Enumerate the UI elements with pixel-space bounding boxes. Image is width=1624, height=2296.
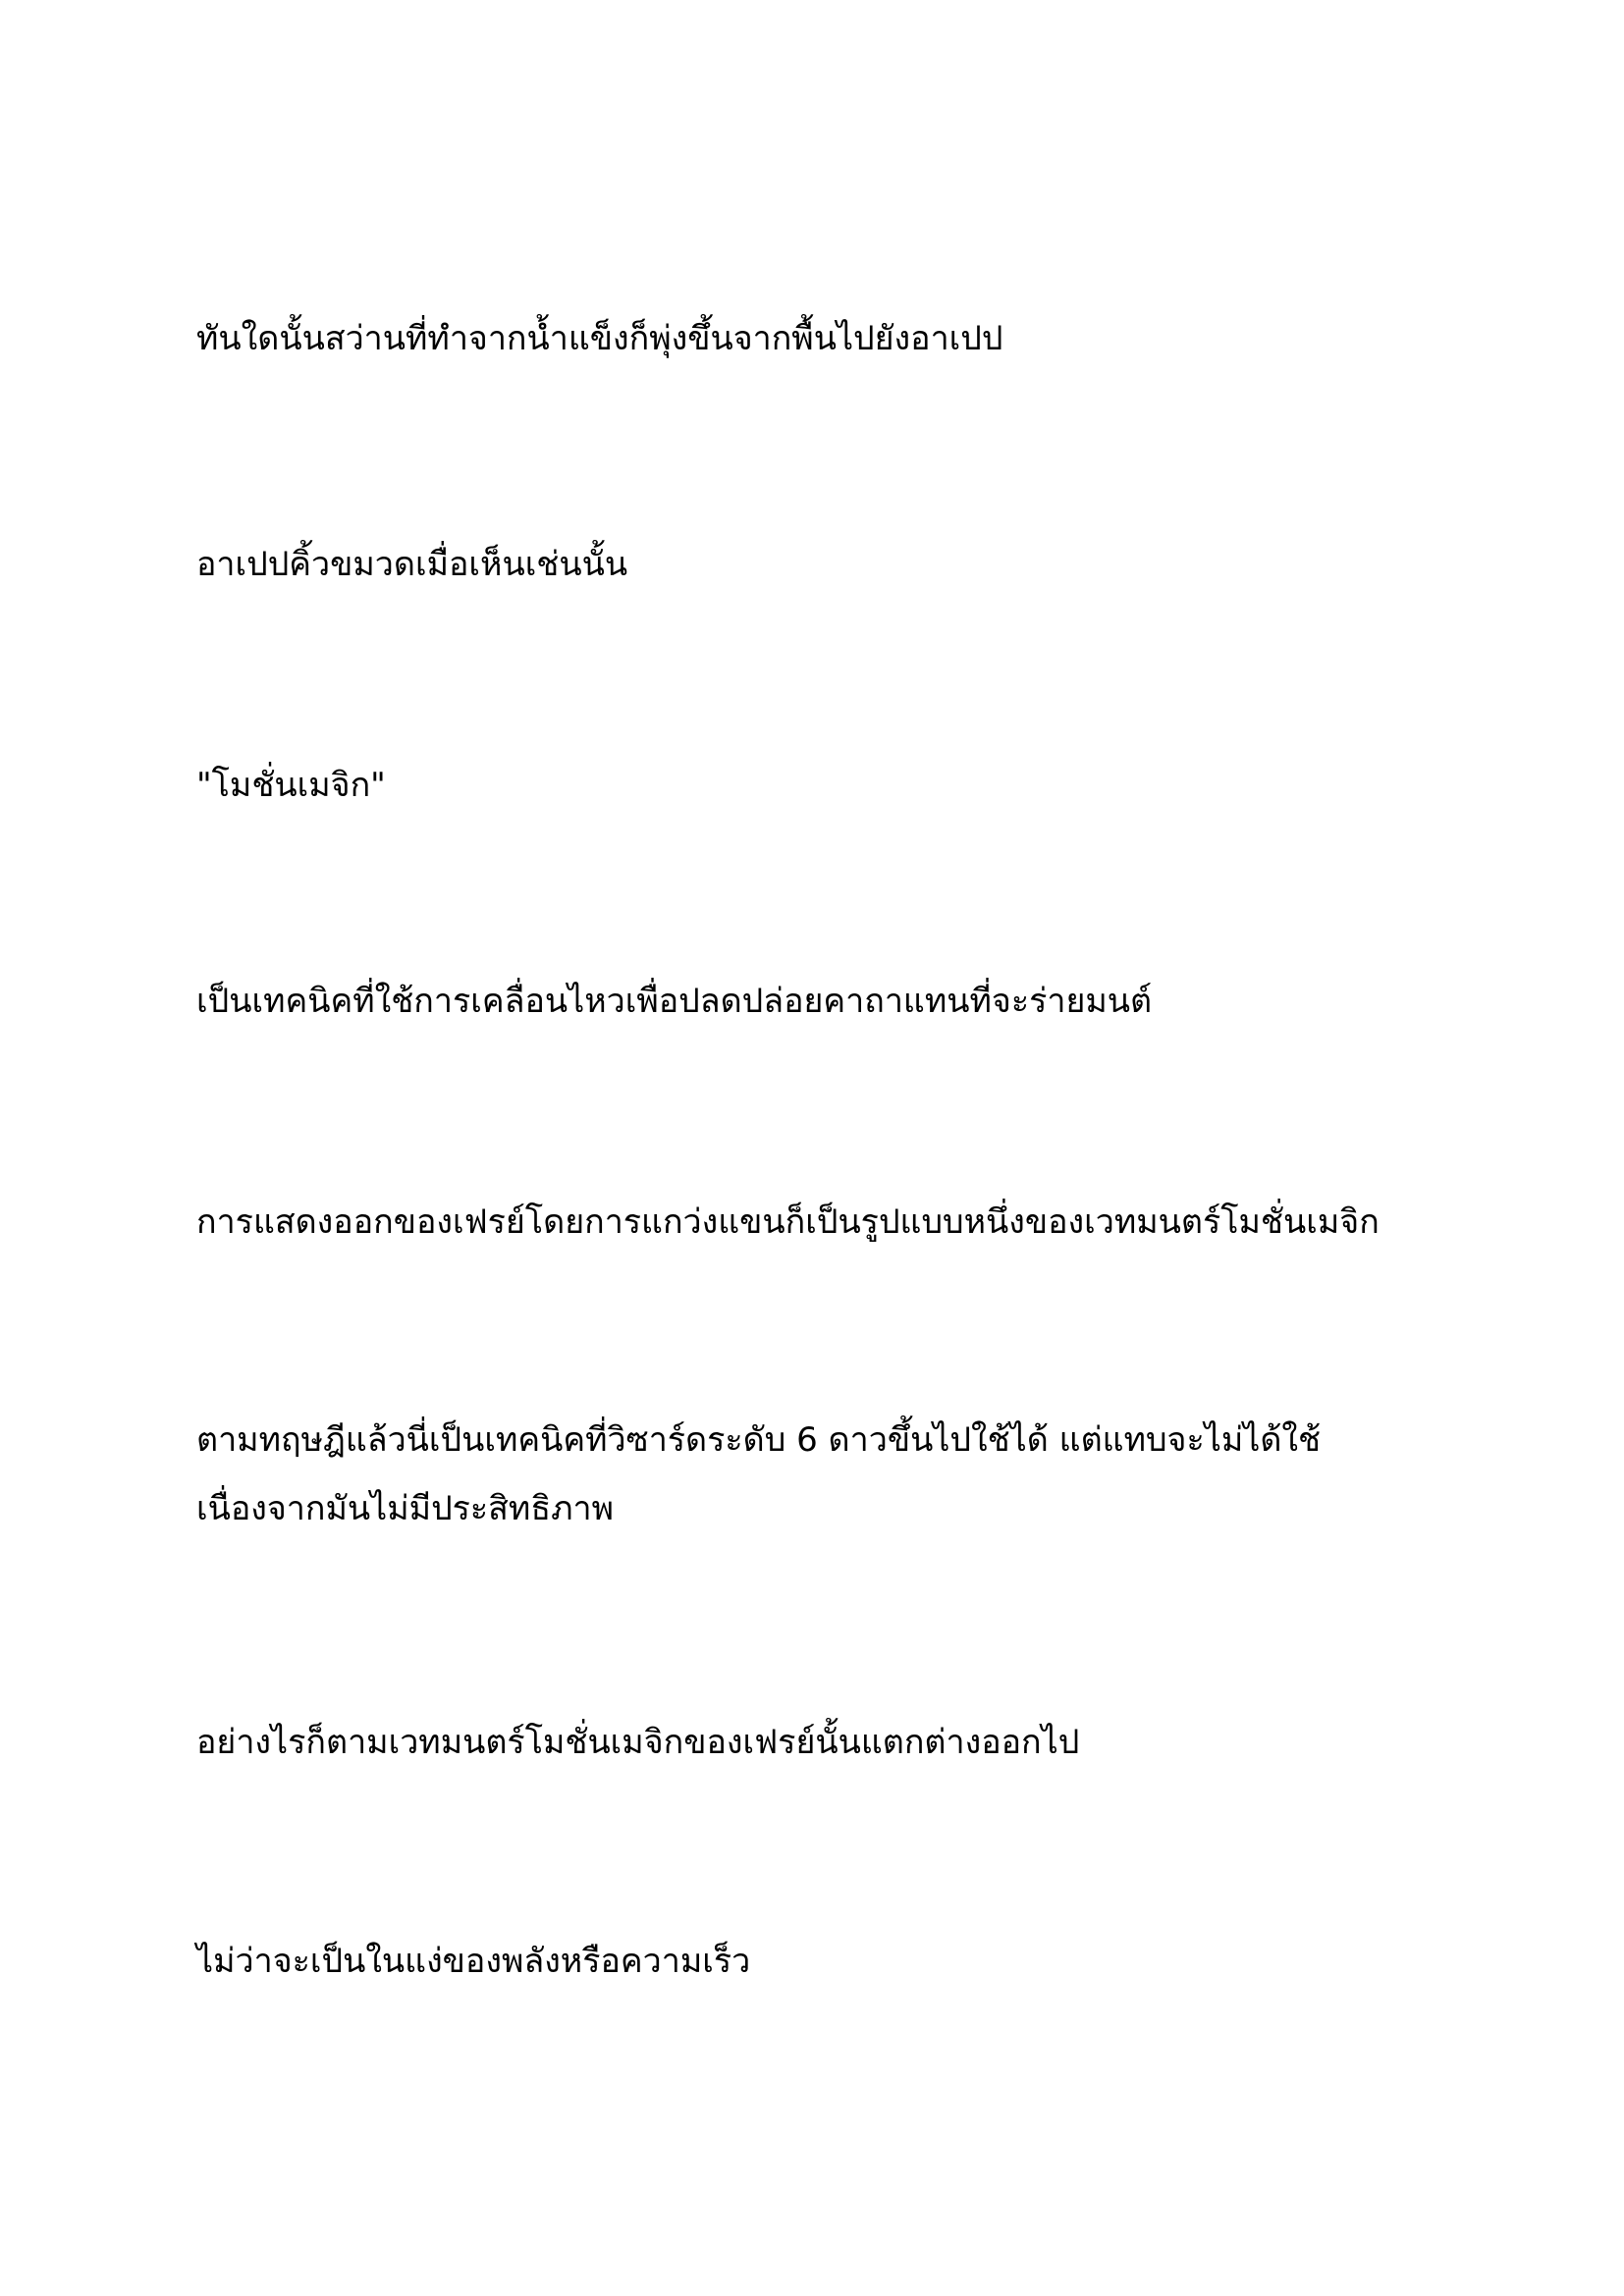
paragraph-7: อย่างไรก็ตามเวทมนตร์โมชั่นเมจิกของเฟรย์นั้นแตกต่างออกไป (196, 1723, 1080, 1762)
paragraph-5: การแสดงออกของเฟรย์โดยการแกว่งแขนก็เป็นรูปแบบหนึ่งของเวทมนตร์โมชั่นเมจิก (196, 1202, 1380, 1242)
paragraph-3: "โมชั่นเมจิก" (196, 766, 386, 805)
paragraph-2: อาเปปคิ้วขมวดเมื่อเห็นเช่นนั้น (196, 545, 628, 584)
paragraph-1: ทันใดนั้นสว่านที่ทำจากน้ำแข็งก็พุ่งขึ้นจากพื้นไปยังอาเปป (196, 319, 1003, 358)
paragraph-8: ไม่ว่าจะเป็นในแง่ของพลังหรือความเร็ว (196, 1942, 751, 1981)
paragraph-6: ตามทฤษฎีแล้วนี่เป็นเทคนิคที่วิซาร์ดระดับ 6 ดาวขึ้นไปใช้ได้ แต่แทบจะไม่ได้ใช้เนื่องจากมันไม่มีประสิทธิภาพ (196, 1420, 1322, 1528)
paragraph-4: เป็นเทคนิคที่ใช้การเคลื่อนไหวเพื่อปลดปล่อยคาถาแทนที่จะร่ายมนต์ (196, 982, 1153, 1021)
